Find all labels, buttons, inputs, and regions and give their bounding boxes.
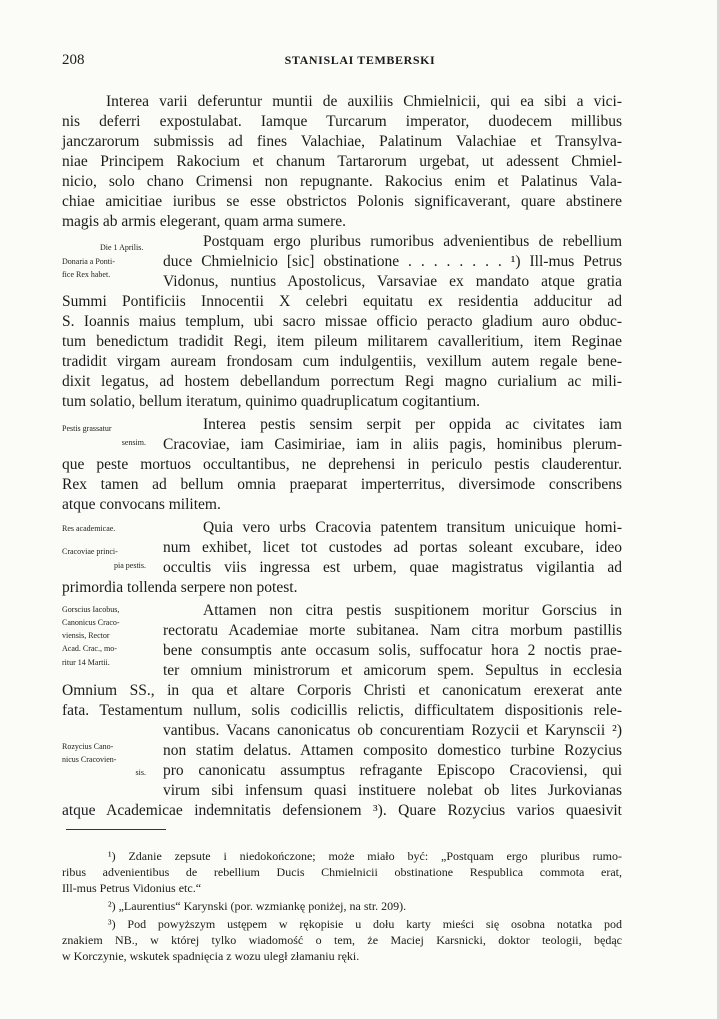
body-line: atque Academicae indemnitatis defensionem ³). Quare Rozycius varios quaesivit: [62, 802, 622, 819]
body-line: tum solatio, bellum iteratum, quinimo quadruplicatum cogitantium.: [62, 393, 481, 410]
footnote-line: ²) „Laurentius“ Karynski (por. wzmiankę poniżej, na str. 209).: [108, 899, 407, 913]
body-line: Summi Pontificiis Innocentii X celebri equitatu ex residentia adducitur ad: [62, 293, 622, 310]
body-line: Attamen non citra pestis suspitionem moritur Gorscius in: [203, 602, 622, 619]
body-line: tradidit virgam auream frondosam cum indulgentiis, vexillum autem regale bene-: [62, 353, 622, 370]
margin-note: Res academicae.: [62, 524, 116, 533]
body-line: Vidonus, nuntius Apostolicus, Varsaviae ex mandato atque gratia: [163, 273, 622, 290]
body-line: janczarorum submissis ad fines Valachiae, Palatinum Valachiae et Transylva-: [62, 133, 622, 150]
body-line: fata. Testamentum nullum, solis codicillis relictis, difficultatem dispositionis rele-: [62, 702, 622, 719]
body-line: Interea varii deferuntur muntii de auxiliis Chmielnicii, qui ea sibi a vici-: [106, 93, 622, 110]
body-line: atque convocans militem.: [62, 496, 221, 513]
margin-note: sensim.: [121, 438, 146, 447]
body-line: dixit legatus, ad hostem debellandum porrectum Regi magno curialium ac mili-: [62, 373, 622, 390]
body-line: virum sibi infensum quasi instituere nolebat ob lites Jurkovianas: [163, 782, 622, 799]
body-line: Postquam ergo pluribus rumoribus advenientibus de rebellium: [203, 233, 622, 250]
body-line: Cracoviae, iam Casimiriae, iam in aliis pagis, hominibus plerum-: [163, 436, 622, 453]
margin-note: Die 1 Aprilis.: [100, 243, 144, 252]
body-line: S. Ioannis maius templum, ubi sacro missae officio peracto gladium auro obduc-: [62, 313, 622, 330]
body-line: Rex tamen ad bellum omnia praeparat imperterritus, diversimode conscribens: [62, 476, 622, 493]
body-line: magis ab armis elegerant, quam arma sumere.: [62, 213, 347, 230]
body-line: vantibus. Vacans canonicatus ob concurentiam Rozycii et Karynscii ²): [163, 722, 622, 739]
body-line: rectoratu Academiae morte subitanea. Nam citra morbum pastillis: [163, 622, 622, 639]
body-line: non statim delatus. Attamen composito domestico turbine Rozycius: [163, 742, 622, 759]
body-line: Omnium SS., in qua et altare Corporis Christi et canonicatum erexerat ante: [62, 682, 622, 699]
body-line: Interea pestis sensim serpit per oppida ac civitates iam: [203, 416, 622, 433]
body-line: niae Principem Rakocium et chanum Tartarorum urgebat, ut adessent Chmiel-: [62, 153, 622, 170]
margin-note: viensis, Rector: [62, 631, 110, 640]
margin-note: Donaria a Ponti-: [62, 257, 115, 266]
running-title: STANISLAI TEMBERSKI: [284, 53, 436, 67]
body-line: chiae amicitiae iuribus se esse obstrictos Polonis significaverant, quare abstinere: [62, 193, 622, 210]
body-line: duce Chmielnicio [sic] obstinatione . . . . . . . . ¹) Ill-mus Petrus: [163, 253, 622, 270]
footnote-line: ribus advenientibus de rebellium Ducis Chmielnicii obstinatione Respublica commota erat,: [62, 865, 622, 879]
margin-note: ritur 14 Martii.: [62, 658, 110, 667]
body-line: num exhibet, licet tot custodes ad portas soleant excubare, ideo: [163, 539, 622, 556]
footnote-line: w Korczynie, wskutek spadnięcia z wozu uległ złamaniu ręki.: [62, 949, 360, 963]
body-line: occultis viis ingressa est urbem, quae magistratus vigilantia ad: [163, 559, 622, 576]
margin-note: Rozycius Cano-: [62, 742, 114, 751]
margin-note: Canonicus Craco-: [62, 618, 120, 627]
body-line: bene consumptis ante occasum solis, suffocatur hora 2 noctis prae-: [163, 642, 622, 659]
footnote-rule: [66, 829, 166, 830]
body-line: tum benedictum tradidit Regi, item pileum militarem cavalleritium, item Reginae: [62, 333, 622, 350]
margin-note: nicus Cracovien-: [62, 755, 117, 764]
page-number: 208: [62, 52, 85, 68]
margin-note: pia pestis.: [114, 561, 146, 570]
margin-note: Gorscius Iacobus,: [62, 605, 120, 614]
footnote-line: ¹) Zdanie zepsute i niedokończone; może miało być: „Postquam ergo pluribus rumo-: [108, 849, 622, 863]
body-line: pro canonicatu assumptus refragante Episcopo Cracoviensi, qui: [163, 762, 622, 779]
body-line: primordia tollenda serpere non potest.: [62, 579, 298, 596]
margin-note: sis.: [135, 768, 146, 777]
margin-note: Cracoviae princi-: [62, 547, 118, 556]
margin-note: fice Rex habet.: [62, 270, 111, 279]
body-line: Quia vero urbs Cracovia patentem transitum unicuique homi-: [203, 519, 622, 536]
margin-note: Pestis grassatur: [62, 424, 112, 433]
footnote-line: Ill-mus Petrus Vidonius etc.“: [62, 881, 202, 895]
body-line: nicio, solo chano Crimensi non repugnante. Rakocius enim et Palatinus Vala-: [62, 173, 622, 190]
body-line: que peste mortuos occultantibus, ne deprehensi in periculo pestis clauderentur.: [62, 456, 622, 473]
body-line: ter omnium ministrorum et amicorum spem. Sepultus in ecclesia: [163, 662, 622, 679]
footnote-line: ³) Pod powyższym ustępem w rękopisie u dołu karty mieści się osobna notatka pod: [108, 917, 622, 931]
body-line: nis deferri expostulabat. Iamque Turcarum imperator, duodecem millibus: [62, 113, 622, 130]
footnote-line: znakiem NB., w której tylko wiadomość o tem, że Maciej Karsnicki, doktor teologii, będąc: [62, 933, 622, 947]
margin-note: Acad. Crac., mo-: [62, 644, 117, 653]
